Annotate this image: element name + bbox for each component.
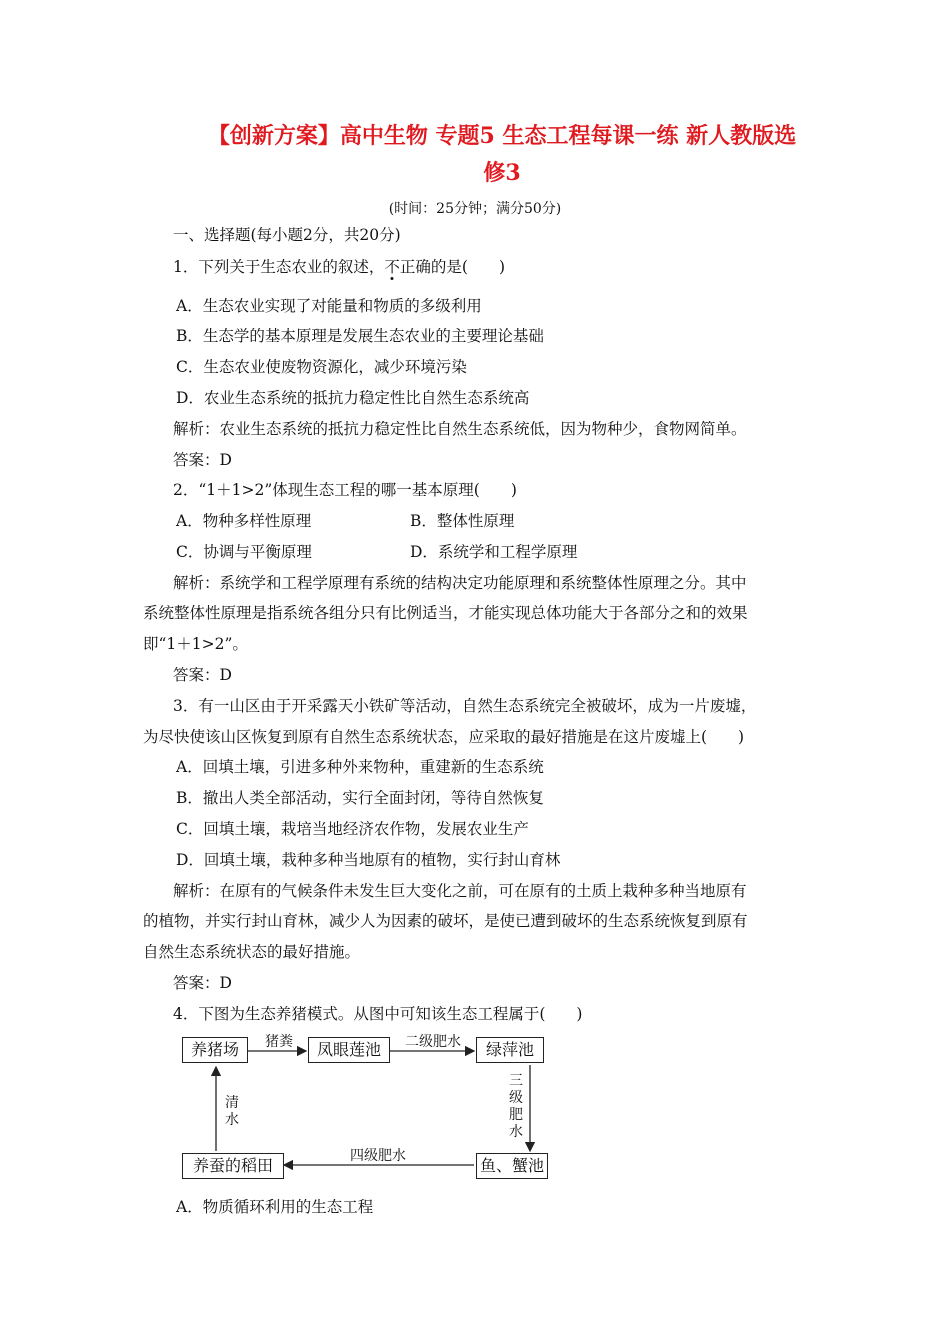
edge3-char: 肥 — [509, 1107, 523, 1123]
document-title-line2: 修3 — [483, 160, 521, 186]
edge5-char: 清 — [225, 1095, 239, 1111]
edge-label-second-fertilizer: 二级肥水 — [405, 1034, 461, 1050]
q3-analysis-line2: 的植物，并实行封山育林，减少人为因素的破坏，是使已遭到破坏的生态系统恢复到原有 — [143, 912, 748, 930]
eco-pig-farming-diagram — [178, 1033, 558, 1183]
edge-label-third-fertilizer — [508, 1073, 524, 1141]
q1-stem-b: 正确的是( ) — [399, 258, 505, 276]
q2-analysis-line1: 解析：系统学和工程学原理有系统的结构决定功能原理和系统整体性原理之分。其中 — [173, 574, 747, 592]
q1-emphasis-dot: 不 — [384, 258, 400, 276]
edge3-char: 级 — [509, 1090, 523, 1106]
edge3-char: 三 — [509, 1073, 523, 1089]
q2-option-c: C．协调与平衡原理 — [176, 543, 312, 561]
question-1-stem — [173, 256, 505, 278]
q2-option-a: A．物种多样性原理 — [176, 512, 312, 530]
q1-option-a: A．生态农业实现了对能量和物质的多级利用 — [176, 297, 482, 315]
q4-option-a: A．物质循环利用的生态工程 — [176, 1198, 374, 1216]
q2-option-d: D．系统学和工程学原理 — [410, 543, 578, 561]
q3-option-d: D．回填土壤，栽种多种当地原有的植物，实行封山育林 — [176, 851, 561, 869]
node-pig-farm: 养猪场 — [182, 1037, 248, 1063]
q3-option-c: C．回填土壤，栽培当地经济农作物，发展农业生产 — [176, 820, 529, 838]
q1-option-b: B．生态学的基本原理是发展生态农业的主要理论基础 — [176, 327, 544, 345]
time-score-info: (时间：25分钟；满分50分) — [388, 201, 562, 217]
q3-analysis-line3: 自然生态系统状态的最好措施。 — [143, 943, 361, 961]
question-3-stem-line1: 3．有一山区由于开采露天小铁矿等活动，自然生态系统完全被破坏，成为一片废墟， — [173, 697, 757, 715]
q3-option-b: B．撤出人类全部活动，实行全面封闭，等待自然恢复 — [176, 789, 544, 807]
q2-analysis-line3: 即“1＋1>2”。 — [143, 635, 248, 653]
q2-analysis-line2: 系统整体性原理是指系统各组分只有比例适当，才能实现总体功能大于各部分之和的效果 — [143, 604, 748, 622]
q3-analysis-line1: 解析：在原有的气候条件未发生巨大变化之前，可在原有的土质上栽种多种当地原有 — [173, 882, 747, 900]
node-azolla-pond: 绿萍池 — [476, 1037, 544, 1063]
node-fish-crab-pond: 鱼、蟹池 — [476, 1153, 548, 1179]
q1-option-c: C．生态农业使废物资源化，减少环境污染 — [176, 358, 467, 376]
q3-option-a: A．回填土壤，引进多种外来物种，重建新的生态系统 — [176, 758, 544, 776]
edge5-char: 水 — [225, 1112, 239, 1128]
question-3-stem-line2: 为尽快使该山区恢复到原有自然生态系统状态，应采取的最好措施是在这片废墟上( ) — [143, 728, 745, 746]
document-title-line1: 【创新方案】高中生物 专题5 生态工程每课一练 新人教版选 — [207, 123, 797, 149]
q3-answer: 答案：D — [173, 974, 232, 992]
question-4-stem: 4．下图为生态养猪模式。从图中可知该生态工程属于( ) — [173, 1005, 583, 1023]
node-silkworm-paddy: 养蚕的稻田 — [182, 1153, 284, 1179]
q2-option-b: B．整体性原理 — [410, 512, 515, 530]
edge-label-fourth-fertilizer: 四级肥水 — [350, 1148, 406, 1164]
node-water-hyacinth-pond: 凤眼莲池 — [308, 1037, 390, 1063]
q1-stem-a: 1．下列关于生态农业的叙述， — [173, 258, 385, 276]
q1-analysis: 解析：农业生态系统的抵抗力稳定性比自然生态系统低，因为物种少，食物网简单。 — [173, 420, 747, 438]
section-heading: 一、选择题(每小题2分，共20分) — [173, 226, 401, 244]
edge-label-pig-manure: 猪粪 — [265, 1034, 293, 1050]
q1-answer: 答案：D — [173, 451, 232, 469]
question-2-stem: 2．“1＋1>2”体现生态工程的哪一基本原理( ) — [173, 481, 517, 499]
edge3-char: 水 — [509, 1124, 523, 1140]
edge-label-clear-water — [224, 1095, 240, 1129]
q2-answer: 答案：D — [173, 666, 232, 684]
q1-option-d: D．农业生态系统的抵抗力稳定性比自然生态系统高 — [176, 389, 530, 407]
